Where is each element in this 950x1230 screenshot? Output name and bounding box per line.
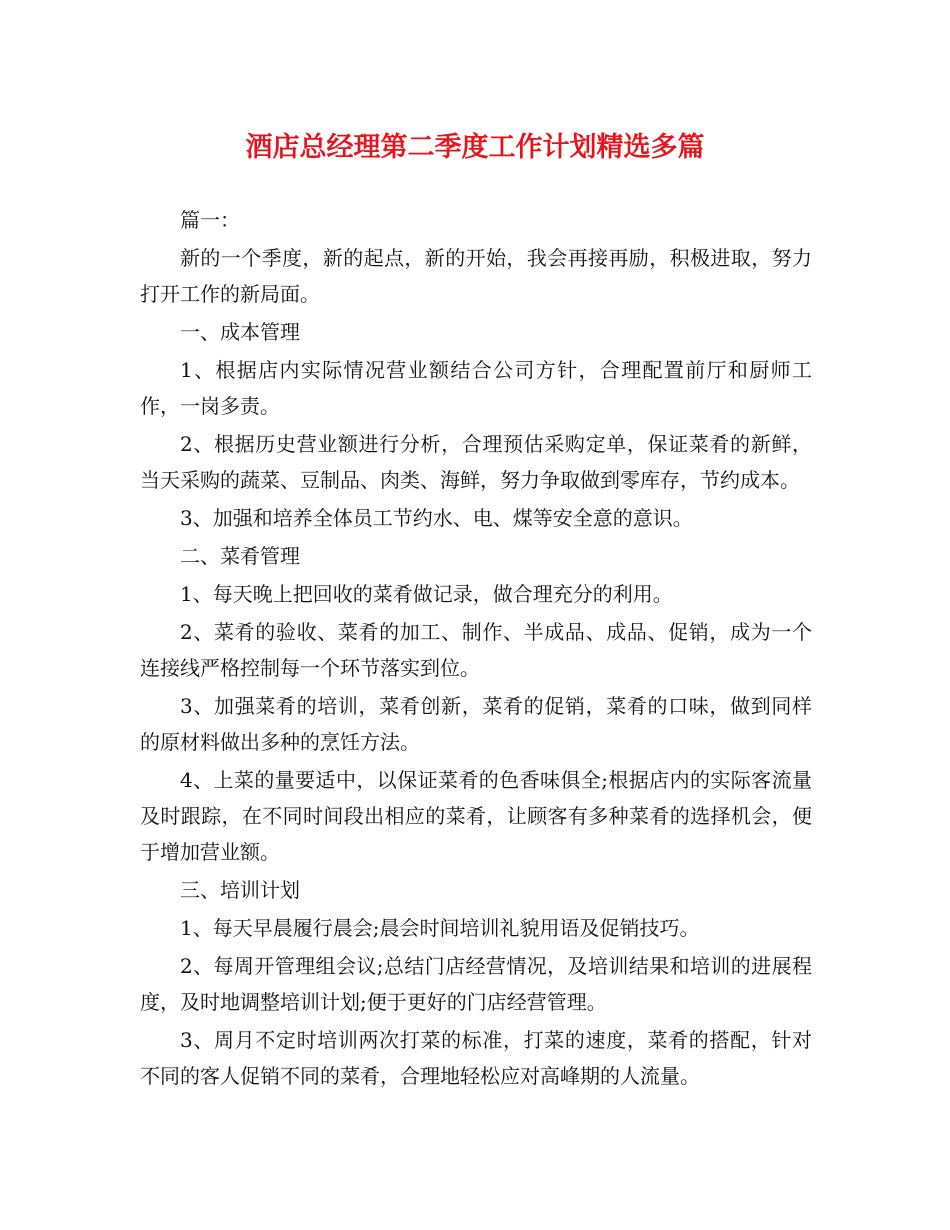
section-heading-training-plan: 三、培训计划 xyxy=(180,878,300,902)
dish-item-4: 4、上菜的量要适中，以保证菜肴的色香味俱全;根据店内的实际客流量及时跟踪，在不同时间段出相应的菜肴，让顾客有多种菜肴的选择机会，便于增加营业额。 xyxy=(140,768,812,864)
intro-paragraph: 新的一个季度，新的起点，新的开始，我会再接再励，积极进取，努力打开工作的新局面。 xyxy=(140,246,812,306)
cost-item-2: 2、根据历史营业额进行分析，合理预估采购定单，保证菜肴的新鲜，当天采购的蔬菜、豆制品、肉类、海鲜，努力争取做到零库存，节约成本。 xyxy=(140,432,812,492)
document-title: 酒店总经理第二季度工作计划精选多篇 xyxy=(245,132,705,163)
section-heading-dish-management: 二、菜肴管理 xyxy=(180,544,300,568)
training-item-1: 1、每天早晨履行晨会;晨会时间培训礼貌用语及促销技巧。 xyxy=(180,916,700,940)
section-heading-part-one: 篇一： xyxy=(180,208,240,232)
training-item-2: 2、每周开管理组会议;总结门店经营情况，及培训结果和培训的进展程度，及时地调整培训计划;便于更好的门店经营管理。 xyxy=(140,954,812,1014)
dish-item-2: 2、菜肴的验收、菜肴的加工、制作、半成品、成品、促销，成为一个连接线严格控制每一个环节落实到位。 xyxy=(140,620,812,680)
cost-item-3: 3、加强和培养全体员工节约水、电、煤等安全意的意识。 xyxy=(180,506,693,530)
section-heading-cost-management: 一、成本管理 xyxy=(180,320,300,344)
cost-item-1: 1、根据店内实际情况营业额结合公司方针，合理配置前厅和厨师工作，一岗多责。 xyxy=(140,358,812,418)
document-body xyxy=(140,202,812,1094)
training-item-3: 3、周月不定时培训两次打菜的标准，打菜的速度，菜肴的搭配，针对不同的客人促销不同的菜肴，合理地轻松应对高峰期的人流量。 xyxy=(140,1028,812,1088)
dish-item-3: 3、加强菜肴的培训，菜肴创新，菜肴的促销，菜肴的口味，做到同样的原材料做出多种的烹饪方法。 xyxy=(140,694,812,754)
dish-item-1: 1、每天晚上把回收的菜肴做记录，做合理充分的利用。 xyxy=(180,582,673,606)
